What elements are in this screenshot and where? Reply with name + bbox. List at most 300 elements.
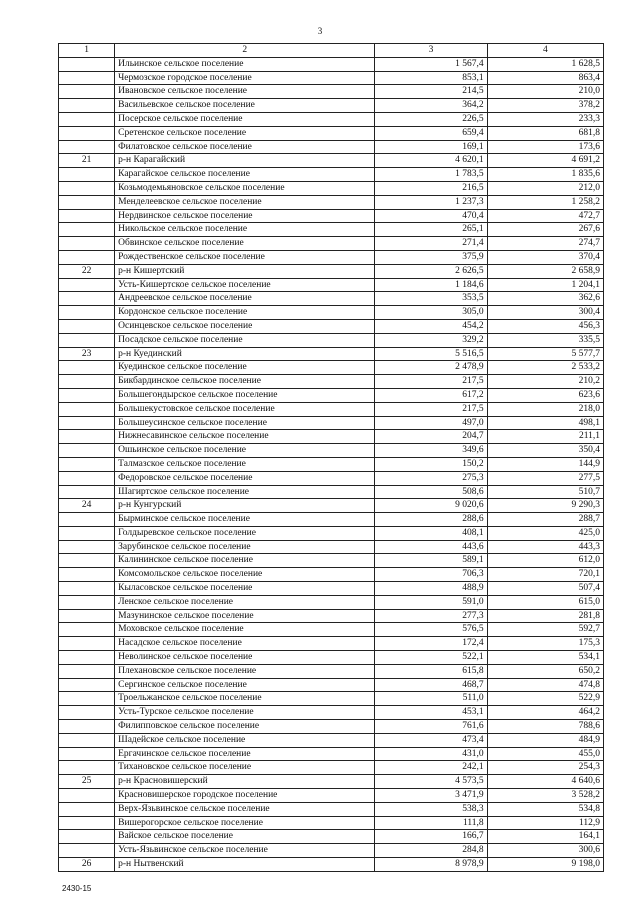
row-name: Бырминское сельское поселение	[115, 513, 375, 527]
row-value-col3: 226,5	[375, 112, 487, 126]
row-value-col4: 456,3	[487, 319, 603, 333]
row-name: Шадейское сельское поселение	[115, 733, 375, 747]
table-row	[59, 802, 604, 816]
row-number	[59, 430, 115, 444]
table-row	[59, 154, 604, 168]
row-value-col4: 335,5	[487, 333, 603, 347]
row-number	[59, 609, 115, 623]
row-value-col3: 204,7	[375, 430, 487, 444]
table-row	[59, 278, 604, 292]
row-number	[59, 554, 115, 568]
row-value-col4: 534,8	[487, 802, 603, 816]
row-name: Неволинское сельское поселение	[115, 651, 375, 665]
table-row	[59, 195, 604, 209]
row-value-col3: 349,6	[375, 444, 487, 458]
table-row	[59, 402, 604, 416]
row-name: Тихановское сельское поселение	[115, 761, 375, 775]
row-value-col3: 364,2	[375, 99, 487, 113]
row-name: Моховское сельское поселение	[115, 623, 375, 637]
header-col-1: 1	[59, 44, 115, 58]
row-value-col3: 511,0	[375, 692, 487, 706]
row-value-col3: 1 783,5	[375, 168, 487, 182]
row-value-col3: 329,2	[375, 333, 487, 347]
row-number: 24	[59, 499, 115, 513]
row-value-col3: 150,2	[375, 457, 487, 471]
row-name: Усть-Турское сельское поселение	[115, 706, 375, 720]
row-value-col3: 761,6	[375, 720, 487, 734]
row-name: Усть-Кишертское сельское поселение	[115, 278, 375, 292]
table-row	[59, 388, 604, 402]
row-value-col3: 111,8	[375, 816, 487, 830]
row-value-col3: 4 620,1	[375, 154, 487, 168]
page-number: 3	[317, 26, 323, 36]
document-code: 2430-15	[62, 884, 92, 893]
row-name: Усть-Язьвинское сельское поселение	[115, 844, 375, 858]
table-row	[59, 444, 604, 458]
row-value-col3: 853,1	[375, 71, 487, 85]
row-number	[59, 444, 115, 458]
row-value-col3: 615,8	[375, 664, 487, 678]
row-value-col4: 350,4	[487, 444, 603, 458]
table-row	[59, 430, 604, 444]
row-name: Куединское сельское поселение	[115, 361, 375, 375]
header-row	[59, 44, 604, 58]
row-number	[59, 195, 115, 209]
table-row	[59, 181, 604, 195]
row-value-col4: 4 691,2	[487, 154, 603, 168]
row-value-col4: 507,4	[487, 582, 603, 596]
row-value-col3: 166,7	[375, 830, 487, 844]
row-value-col3: 497,0	[375, 416, 487, 430]
row-value-col4: 474,8	[487, 678, 603, 692]
row-value-col3: 4 573,5	[375, 775, 487, 789]
row-value-col4: 378,2	[487, 99, 603, 113]
row-value-col3: 169,1	[375, 140, 487, 154]
table-row	[59, 830, 604, 844]
row-name: Бикбардинское сельское поселение	[115, 375, 375, 389]
row-value-col3: 617,2	[375, 388, 487, 402]
table-row	[59, 306, 604, 320]
row-value-col3: 1 237,3	[375, 195, 487, 209]
table-row	[59, 540, 604, 554]
row-number	[59, 816, 115, 830]
row-value-col3: 265,1	[375, 223, 487, 237]
row-name: Нижнесавинское сельское поселение	[115, 430, 375, 444]
row-value-col4: 267,6	[487, 223, 603, 237]
row-number: 22	[59, 264, 115, 278]
row-value-col4: 277,5	[487, 471, 603, 485]
row-value-col3: 5 516,5	[375, 347, 487, 361]
table-row	[59, 747, 604, 761]
row-value-col4: 300,4	[487, 306, 603, 320]
row-number	[59, 692, 115, 706]
row-value-col3: 8 978,9	[375, 858, 487, 872]
table-row	[59, 223, 604, 237]
table-row	[59, 789, 604, 803]
row-value-col4: 455,0	[487, 747, 603, 761]
row-name: Большегондырское сельское поселение	[115, 388, 375, 402]
row-value-col3: 453,1	[375, 706, 487, 720]
table-row	[59, 319, 604, 333]
row-value-col3: 468,7	[375, 678, 487, 692]
row-number	[59, 720, 115, 734]
row-value-col3: 473,4	[375, 733, 487, 747]
row-number	[59, 181, 115, 195]
row-value-col3: 706,3	[375, 568, 487, 582]
row-name: Калининское сельское поселение	[115, 554, 375, 568]
row-value-col3: 408,1	[375, 526, 487, 540]
row-value-col4: 623,6	[487, 388, 603, 402]
row-number: 23	[59, 347, 115, 361]
row-value-col3: 214,5	[375, 85, 487, 99]
row-value-col4: 5 577,7	[487, 347, 603, 361]
table-row	[59, 457, 604, 471]
row-name: Троельжанское сельское поселение	[115, 692, 375, 706]
table-row	[59, 816, 604, 830]
row-number	[59, 471, 115, 485]
row-value-col4: 2 533,2	[487, 361, 603, 375]
row-number	[59, 526, 115, 540]
row-number	[59, 402, 115, 416]
row-value-col4: 425,0	[487, 526, 603, 540]
table-row	[59, 664, 604, 678]
table-row	[59, 513, 604, 527]
table-row	[59, 99, 604, 113]
row-number	[59, 733, 115, 747]
row-value-col3: 305,0	[375, 306, 487, 320]
row-number	[59, 789, 115, 803]
row-value-col3: 375,9	[375, 250, 487, 264]
table-row	[59, 554, 604, 568]
table-row	[59, 416, 604, 430]
table-row	[59, 844, 604, 858]
table-row	[59, 292, 604, 306]
row-name: Козьмодемьяновское сельское поселение	[115, 181, 375, 195]
table-row	[59, 858, 604, 872]
table-row	[59, 71, 604, 85]
row-number	[59, 513, 115, 527]
row-value-col4: 370,4	[487, 250, 603, 264]
table-row	[59, 471, 604, 485]
budget-table	[58, 43, 604, 872]
table-row	[59, 485, 604, 499]
row-value-col4: 592,7	[487, 623, 603, 637]
row-name: Обвинское сельское поселение	[115, 237, 375, 251]
row-name: Федоровское сельское поселение	[115, 471, 375, 485]
row-value-col4: 288,7	[487, 513, 603, 527]
row-value-col4: 612,0	[487, 554, 603, 568]
row-value-col4: 254,3	[487, 761, 603, 775]
row-name: Филатовское сельское поселение	[115, 140, 375, 154]
table-row	[59, 761, 604, 775]
row-value-col3: 288,6	[375, 513, 487, 527]
row-value-col3: 216,5	[375, 181, 487, 195]
row-value-col4: 362,6	[487, 292, 603, 306]
row-name: Никольское сельское поселение	[115, 223, 375, 237]
table-row	[59, 595, 604, 609]
table-row	[59, 526, 604, 540]
row-value-col3: 454,2	[375, 319, 487, 333]
row-name: Большеусинское сельское поселение	[115, 416, 375, 430]
row-value-col4: 281,8	[487, 609, 603, 623]
row-number	[59, 223, 115, 237]
row-value-col3: 217,5	[375, 402, 487, 416]
row-name: Ошьинское сельское поселение	[115, 444, 375, 458]
row-value-col4: 212,0	[487, 181, 603, 195]
row-value-col3: 488,9	[375, 582, 487, 596]
table-row	[59, 126, 604, 140]
row-value-col3: 576,5	[375, 623, 487, 637]
table-row	[59, 733, 604, 747]
row-value-col4: 164,1	[487, 830, 603, 844]
row-number: 26	[59, 858, 115, 872]
row-name: Комсомольское сельское поселение	[115, 568, 375, 582]
row-number	[59, 237, 115, 251]
row-name: Карагайское сельское поселение	[115, 168, 375, 182]
table-row	[59, 623, 604, 637]
row-number	[59, 623, 115, 637]
row-number	[59, 375, 115, 389]
row-value-col4: 173,6	[487, 140, 603, 154]
row-value-col4: 1 258,2	[487, 195, 603, 209]
row-number	[59, 844, 115, 858]
table-row	[59, 609, 604, 623]
row-number: 25	[59, 775, 115, 789]
row-value-col4: 274,7	[487, 237, 603, 251]
row-value-col3: 271,4	[375, 237, 487, 251]
row-name: Плехановское сельское поселение	[115, 664, 375, 678]
row-number	[59, 306, 115, 320]
row-name: Осинцевское сельское поселение	[115, 319, 375, 333]
row-value-col3: 172,4	[375, 637, 487, 651]
row-value-col4: 720,1	[487, 568, 603, 582]
row-name: Красновишерское городское поселение	[115, 789, 375, 803]
row-value-col3: 2 626,5	[375, 264, 487, 278]
row-value-col4: 1 835,6	[487, 168, 603, 182]
row-number	[59, 71, 115, 85]
row-value-col4: 210,2	[487, 375, 603, 389]
row-number	[59, 761, 115, 775]
row-number	[59, 292, 115, 306]
row-name: р-н Карагайский	[115, 154, 375, 168]
table-body	[59, 44, 604, 872]
row-name: Вишерогорское сельское поселение	[115, 816, 375, 830]
row-number	[59, 209, 115, 223]
row-value-col4: 210,0	[487, 85, 603, 99]
row-value-col4: 650,2	[487, 664, 603, 678]
row-name: Нердвинское сельское поселение	[115, 209, 375, 223]
row-number	[59, 126, 115, 140]
row-number	[59, 319, 115, 333]
table-row	[59, 264, 604, 278]
row-number	[59, 112, 115, 126]
row-number	[59, 168, 115, 182]
row-number	[59, 250, 115, 264]
table-row	[59, 237, 604, 251]
table-row	[59, 85, 604, 99]
row-value-col3: 3 471,9	[375, 789, 487, 803]
row-value-col3: 284,8	[375, 844, 487, 858]
row-value-col3: 353,5	[375, 292, 487, 306]
row-name: Верх-Язьвинское сельское поселение	[115, 802, 375, 816]
row-value-col4: 681,8	[487, 126, 603, 140]
row-name: Ивановское сельское поселение	[115, 85, 375, 99]
table-row	[59, 140, 604, 154]
row-value-col4: 1 628,5	[487, 57, 603, 71]
row-name: Кыласовское сельское поселение	[115, 582, 375, 596]
row-value-col3: 277,3	[375, 609, 487, 623]
row-value-col4: 615,0	[487, 595, 603, 609]
row-value-col4: 534,1	[487, 651, 603, 665]
row-number	[59, 57, 115, 71]
table-row	[59, 250, 604, 264]
row-value-col4: 233,3	[487, 112, 603, 126]
row-number	[59, 85, 115, 99]
row-number	[59, 802, 115, 816]
row-value-col3: 443,6	[375, 540, 487, 554]
row-name: Вайское сельское поселение	[115, 830, 375, 844]
row-value-col4: 863,4	[487, 71, 603, 85]
row-value-col3: 522,1	[375, 651, 487, 665]
row-name: Ильинское сельское поселение	[115, 57, 375, 71]
table-row	[59, 706, 604, 720]
row-number	[59, 457, 115, 471]
table-row	[59, 209, 604, 223]
row-name: Кордонское сельское поселение	[115, 306, 375, 320]
row-value-col4: 211,1	[487, 430, 603, 444]
row-number	[59, 568, 115, 582]
table-row	[59, 361, 604, 375]
row-value-col4: 175,3	[487, 637, 603, 651]
table-row	[59, 651, 604, 665]
row-name: р-н Кунгурский	[115, 499, 375, 513]
row-number	[59, 416, 115, 430]
row-value-col4: 4 640,6	[487, 775, 603, 789]
row-value-col3: 538,3	[375, 802, 487, 816]
row-value-col3: 591,0	[375, 595, 487, 609]
row-value-col4: 464,2	[487, 706, 603, 720]
table-row	[59, 57, 604, 71]
header-col-2: 2	[115, 44, 375, 58]
row-number	[59, 651, 115, 665]
table-row	[59, 168, 604, 182]
row-value-col3: 1 184,6	[375, 278, 487, 292]
row-name: Филипповское сельское поселение	[115, 720, 375, 734]
row-value-col4: 1 204,1	[487, 278, 603, 292]
row-value-col4: 144,9	[487, 457, 603, 471]
row-value-col4: 522,9	[487, 692, 603, 706]
table-row	[59, 582, 604, 596]
row-value-col3: 659,4	[375, 126, 487, 140]
row-value-col3: 470,4	[375, 209, 487, 223]
row-value-col4: 218,0	[487, 402, 603, 416]
row-name: Насадское сельское поселение	[115, 637, 375, 651]
row-name: Посерское сельское поселение	[115, 112, 375, 126]
row-name: Шагиртское сельское поселение	[115, 485, 375, 499]
row-number	[59, 99, 115, 113]
row-name: Мазунинское сельское поселение	[115, 609, 375, 623]
row-name: Посадское сельское поселение	[115, 333, 375, 347]
row-number	[59, 637, 115, 651]
row-name: р-н Куединский	[115, 347, 375, 361]
row-number	[59, 361, 115, 375]
table-row	[59, 375, 604, 389]
row-value-col4: 3 528,2	[487, 789, 603, 803]
row-name: Голдыревское сельское поселение	[115, 526, 375, 540]
row-name: Сретенское сельское поселение	[115, 126, 375, 140]
row-number: 21	[59, 154, 115, 168]
row-value-col3: 431,0	[375, 747, 487, 761]
row-name: р-н Нытвенский	[115, 858, 375, 872]
row-number	[59, 333, 115, 347]
row-name: Сергинское сельское поселение	[115, 678, 375, 692]
row-number	[59, 664, 115, 678]
row-number	[59, 747, 115, 761]
row-number	[59, 278, 115, 292]
row-name: р-н Красновишерский	[115, 775, 375, 789]
table-row	[59, 692, 604, 706]
row-value-col4: 484,9	[487, 733, 603, 747]
row-value-col4: 9 290,3	[487, 499, 603, 513]
row-number	[59, 678, 115, 692]
row-value-col4: 2 658,9	[487, 264, 603, 278]
row-value-col3: 1 567,4	[375, 57, 487, 71]
row-value-col3: 217,5	[375, 375, 487, 389]
row-value-col3: 508,6	[375, 485, 487, 499]
row-name: Зарубинское сельское поселение	[115, 540, 375, 554]
row-name: Ергачинское сельское поселение	[115, 747, 375, 761]
row-name: Большекустовское сельское поселение	[115, 402, 375, 416]
table-row	[59, 775, 604, 789]
row-name: Васильевское сельское поселение	[115, 99, 375, 113]
row-number	[59, 830, 115, 844]
row-value-col4: 300,6	[487, 844, 603, 858]
row-value-col3: 589,1	[375, 554, 487, 568]
table-row	[59, 333, 604, 347]
row-name: Ленское сельское поселение	[115, 595, 375, 609]
row-value-col3: 9 020,6	[375, 499, 487, 513]
row-value-col4: 472,7	[487, 209, 603, 223]
table-row	[59, 568, 604, 582]
row-number	[59, 595, 115, 609]
row-value-col3: 242,1	[375, 761, 487, 775]
header-col-3: 3	[375, 44, 487, 58]
row-name: Рождественское сельское поселение	[115, 250, 375, 264]
row-number	[59, 706, 115, 720]
row-name: Менделеевское сельское поселение	[115, 195, 375, 209]
row-value-col4: 443,3	[487, 540, 603, 554]
row-name: Чермозское городское поселение	[115, 71, 375, 85]
row-value-col4: 510,7	[487, 485, 603, 499]
table-row	[59, 499, 604, 513]
row-value-col3: 2 478,9	[375, 361, 487, 375]
row-value-col3: 275,3	[375, 471, 487, 485]
table-row	[59, 347, 604, 361]
row-value-col4: 498,1	[487, 416, 603, 430]
table-row	[59, 678, 604, 692]
row-value-col4: 112,9	[487, 816, 603, 830]
table-row	[59, 112, 604, 126]
header-col-4: 4	[487, 44, 603, 58]
row-number	[59, 540, 115, 554]
row-value-col4: 788,6	[487, 720, 603, 734]
row-number	[59, 582, 115, 596]
row-number	[59, 140, 115, 154]
row-number	[59, 388, 115, 402]
row-name: Талмазское сельское поселение	[115, 457, 375, 471]
row-value-col4: 9 198,0	[487, 858, 603, 872]
row-name: Андреевское сельское поселение	[115, 292, 375, 306]
